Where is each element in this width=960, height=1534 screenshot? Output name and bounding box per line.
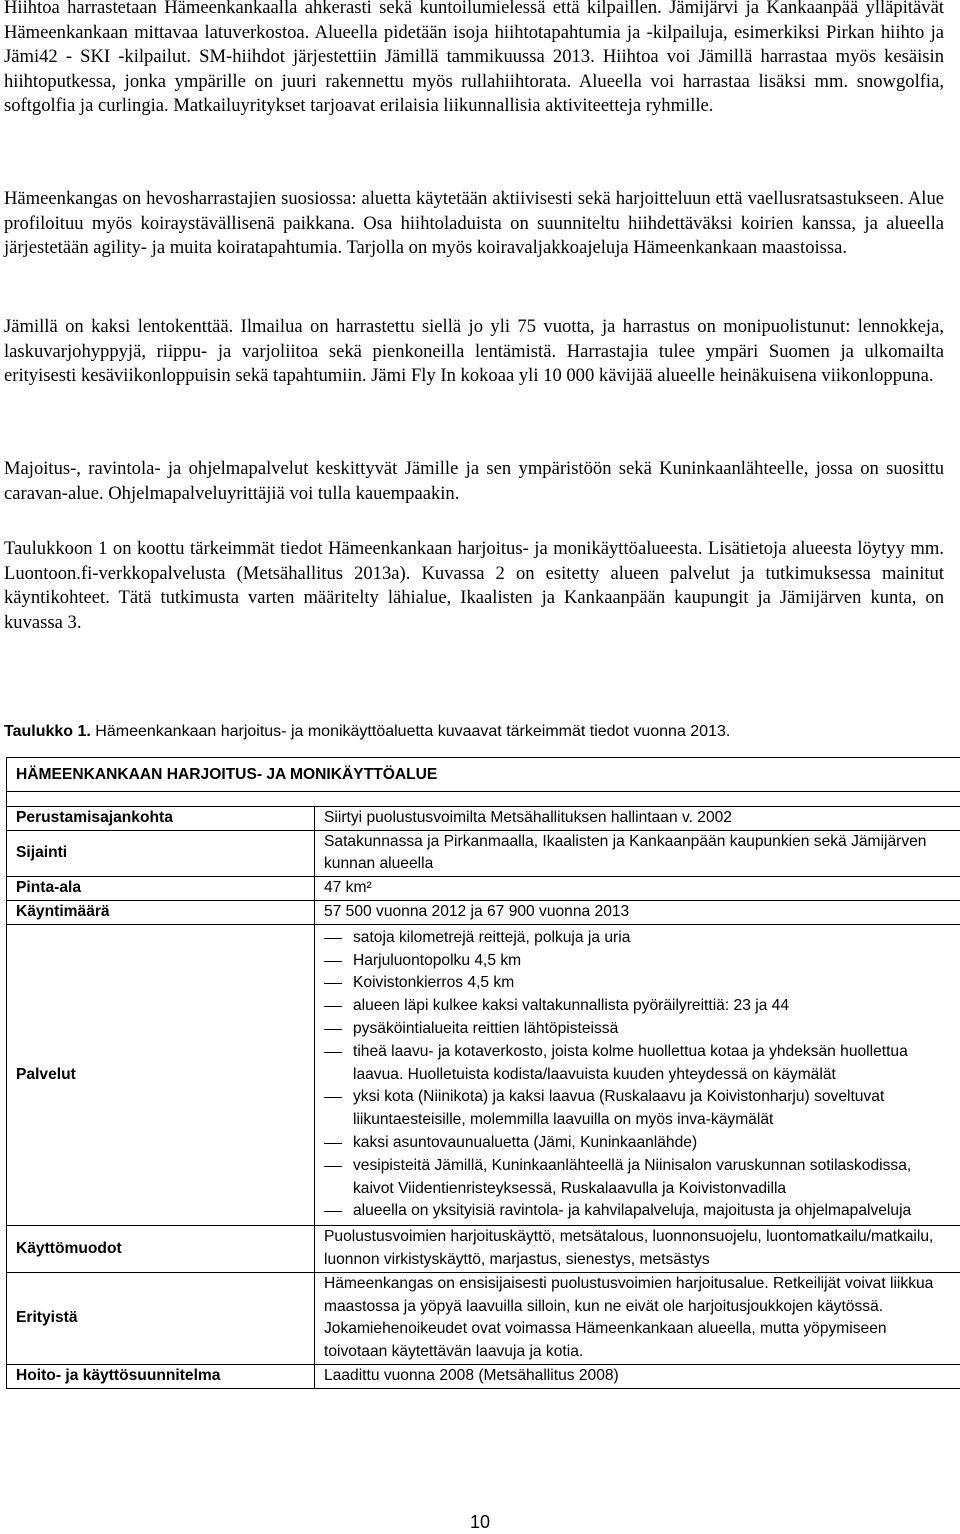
row-value-sijainti: Satakunnassa ja Pirkanmaalla, Ikaalisten ja Kankaanpään kaupunkien sekä Jämijärven kunnan alueella [315,830,960,877]
list-item-text: Koivistonkierros 4,5 km [353,974,515,992]
dash-icon [324,1211,342,1212]
dash-icon [324,1143,342,1144]
dash-icon [324,1166,342,1167]
table-header: HÄMEENKANKAAN HARJOITUS- JA MONIKÄYTTÖALUE [7,758,960,792]
list-item [324,1018,951,1041]
row-value-kayttomuodot: Puolustusvoimien harjoituskäyttö, metsätalous, luonnonsuojelu, luontomatkailu/matkailu, luonnon virkistyskäyttö, marjastus, sienestys, metsästys [315,1226,960,1273]
list-item [324,1041,951,1087]
area-info-table [6,757,960,1389]
row-value-kayntimaara: 57 500 vuonna 2012 ja 67 900 vuonna 2013 [315,900,960,924]
list-item-text: alueella on yksityisiä ravintola- ja kahvilapalveluja, majoitusta ja ohjelmapalveluja [353,1202,912,1220]
dash-icon [324,983,342,984]
dash-icon [324,938,342,939]
paragraph-services: Majoitus-, ravintola- ja ohjelmapalvelut keskittyvät Jämille ja sen ympäristöön sekä Kuninkaanlähteelle, jossa on suosittu caravan-alue. Ohjelmapalveluyrittäjiä voi tulla kauempaakin. [4,458,944,504]
list-item [324,927,951,950]
table-row [7,924,960,1225]
row-key-perustamisajankohta: Perustamisajankohta [7,806,315,830]
row-key-kayntimaara: Käyntimäärä [7,900,315,924]
dash-icon [324,1097,342,1098]
list-item [324,972,951,995]
list-item [324,1132,951,1155]
paragraph-aviation: Jämillä on kaksi lentokenttää. Ilmailua on harrastettu siellä jo yli 75 vuotta, ja harrastus on monipuolistunut: lennokkeja, laskuvarjohyppyjä, riippu- ja varjoliitoa sekä pienkoneilla lentämistä. Harrastajia tulee ympäri Suomen ja ulkomailta erityisesti kesäviikonloppuisin sekä tapahtumiin. Jämi Fly In kokoaa yli 10 000 kävijää alueelle heinäkuisena viikonloppuna. [4,316,944,386]
table-row [7,1364,960,1388]
list-item [324,995,951,1018]
list-item [324,950,951,973]
list-item-text: Harjuluontopolku 4,5 km [353,951,522,969]
list-item-text: vesipisteitä Jämillä, Kuninkaanlähteellä ja Niinisalon varuskunnan sotilaskodissa, kaivot Viidentienristeyksessä, Ruskalaavulla ja Koivistonvadilla [353,1156,912,1197]
row-value-erityista: Hämeenkangas on ensisijaisesti puolustusvoimien harjoitusalue. Retkeilijät voivat liikkua maastossa ja yöpyä laavuilla silloin, kun ne eivät ole harjoitusjoukkojen käytössä. Jokamiehenoikeudet ovat voimassa Hämeenkankaan alueella, mutta yöpymiseen toivotaan käytettävän laavuja ja kotia. [315,1272,960,1364]
list-item-text: kaksi asuntovaunualuetta (Jämi, Kuninkaanlähde) [353,1133,698,1151]
table-row [7,900,960,924]
row-key-palvelut: Palvelut [7,924,315,1225]
row-value-perustamisajankohta: Siirtyi puolustusvoimilta Metsähallituksen hallintaan v. 2002 [315,806,960,830]
table-caption [4,722,944,742]
row-key-pinta-ala: Pinta-ala [7,877,315,901]
table-spacer-row [7,791,960,806]
services-list [324,927,951,1223]
row-value-palvelut [315,924,960,1225]
table-caption-label: Taulukko 1. [4,723,91,740]
row-value-hoito-ja-kayttosuunnitelma: Laadittu vuonna 2008 (Metsähallitus 2008) [315,1364,960,1388]
list-item-text: satoja kilometrejä reittejä, polkuja ja uria [353,928,631,946]
table-row [7,830,960,877]
table-header-row [7,758,960,792]
list-item-text: yksi kota (Niinikota) ja kaksi laavua (Ruskalaavu ja Koivistonharju) soveltuvat liikuntaesteisille, molemmilla laavuilla on myös inva-käymälät [353,1088,885,1129]
row-key-sijainti: Sijainti [7,830,315,877]
page-number: 10 [469,1512,491,1532]
dash-icon [324,1052,342,1053]
list-item-text: pysäköintialueita reittien lähtöpisteissä [353,1019,619,1037]
table-row [7,877,960,901]
paragraph-skiing: Hiihtoa harrastetaan Hämeenkankaalla ahkerasti sekä kuntoilumielessä että kilpaillen. Jämijärvi ja Kankaanpää ylläpitävät Hämeenkankaan mittavaa latuverkostoa. Alueella pidetään isoja hiihtotapahtumia ja -kilpailuja, esimerkiksi Pirkan hiihto ja Jämi42 - SKI -kilpailut. SM-hiihdot järjestettiin Jämillä tammikuussa 2013. Hiihtoa voi Jämillä harrastaa myös kesäisin hiihtoputkessa, jonka ympärille on juuri rakennettu myös rullahiihtorata. Alueella voi harrastaa lisäksi mm. snowgolfia, softgolfia ja curlingia. Matkailuyritykset tarjoavat erilaisia liikunnallisia aktiviteetteja ryhmille. [4,0,944,116]
paragraph-horses-dogs: Hämeenkangas on hevosharrastajien suosiossa: aluetta käytetään aktiivisesti sekä harjoitteluun että vaellusratsastukseen. Alue profiloituu myös koiraystävällisenä paikkana. Osa hiihtoladuista on suunniteltu hiihdettäväksi koirien kanssa, ja alueella järjestetään agility- ja muita koiratapahtumia. Tarjolla on myös koiravaljakkoajeluja Hämeenkankaan maastoissa. [4,188,944,258]
row-key-kayttomuodot: Käyttömuodot [7,1226,315,1273]
row-key-hoito-ja-kayttosuunnitelma: Hoito- ja käyttösuunnitelma [7,1364,315,1388]
table-row [7,1226,960,1273]
table-caption-text: Hämeenkankaan harjoitus- ja monikäyttöaluetta kuvaavat tärkeimmät tiedot vuonna 2013. [90,723,731,740]
row-value-pinta-ala: 47 km² [315,877,960,901]
list-item [324,1086,951,1132]
dash-icon [324,1006,342,1007]
row-key-erityista: Erityistä [7,1272,315,1364]
dash-icon [324,961,342,962]
list-item [324,1155,951,1201]
list-item-text: tiheä laavu- ja kotaverkosto, joista kolme huollettua kotaa ja yhdeksän huollettua laavua. Huolletuista kodista/laavuista kuuden yhteydessä on käymälät [353,1042,908,1083]
list-item [324,1200,951,1223]
paragraph-table-intro: Taulukkoon 1 on koottu tärkeimmät tiedot Hämeenkankaan harjoitus- ja monikäyttöalueesta. Lisätietoja alueesta löytyy mm. Luontoon.fi-verkkopalvelusta (Metsähallitus 2013a). Kuvassa 2 on esitetty alueen palvelut ja tutkimuksessa mainitut käyntikohteet. Tätä tutkimusta varten määritelty lähialue, Ikaalisten ja Kankaanpään kaupungit ja Jämijärven kunta, on kuvassa 3. [4,538,944,633]
dash-icon [324,1029,342,1030]
table-row [7,1272,960,1364]
table-row [7,806,960,830]
list-item-text: alueen läpi kulkee kaksi valtakunnallista pyöräilyreittiä: 23 ja 44 [353,997,790,1015]
